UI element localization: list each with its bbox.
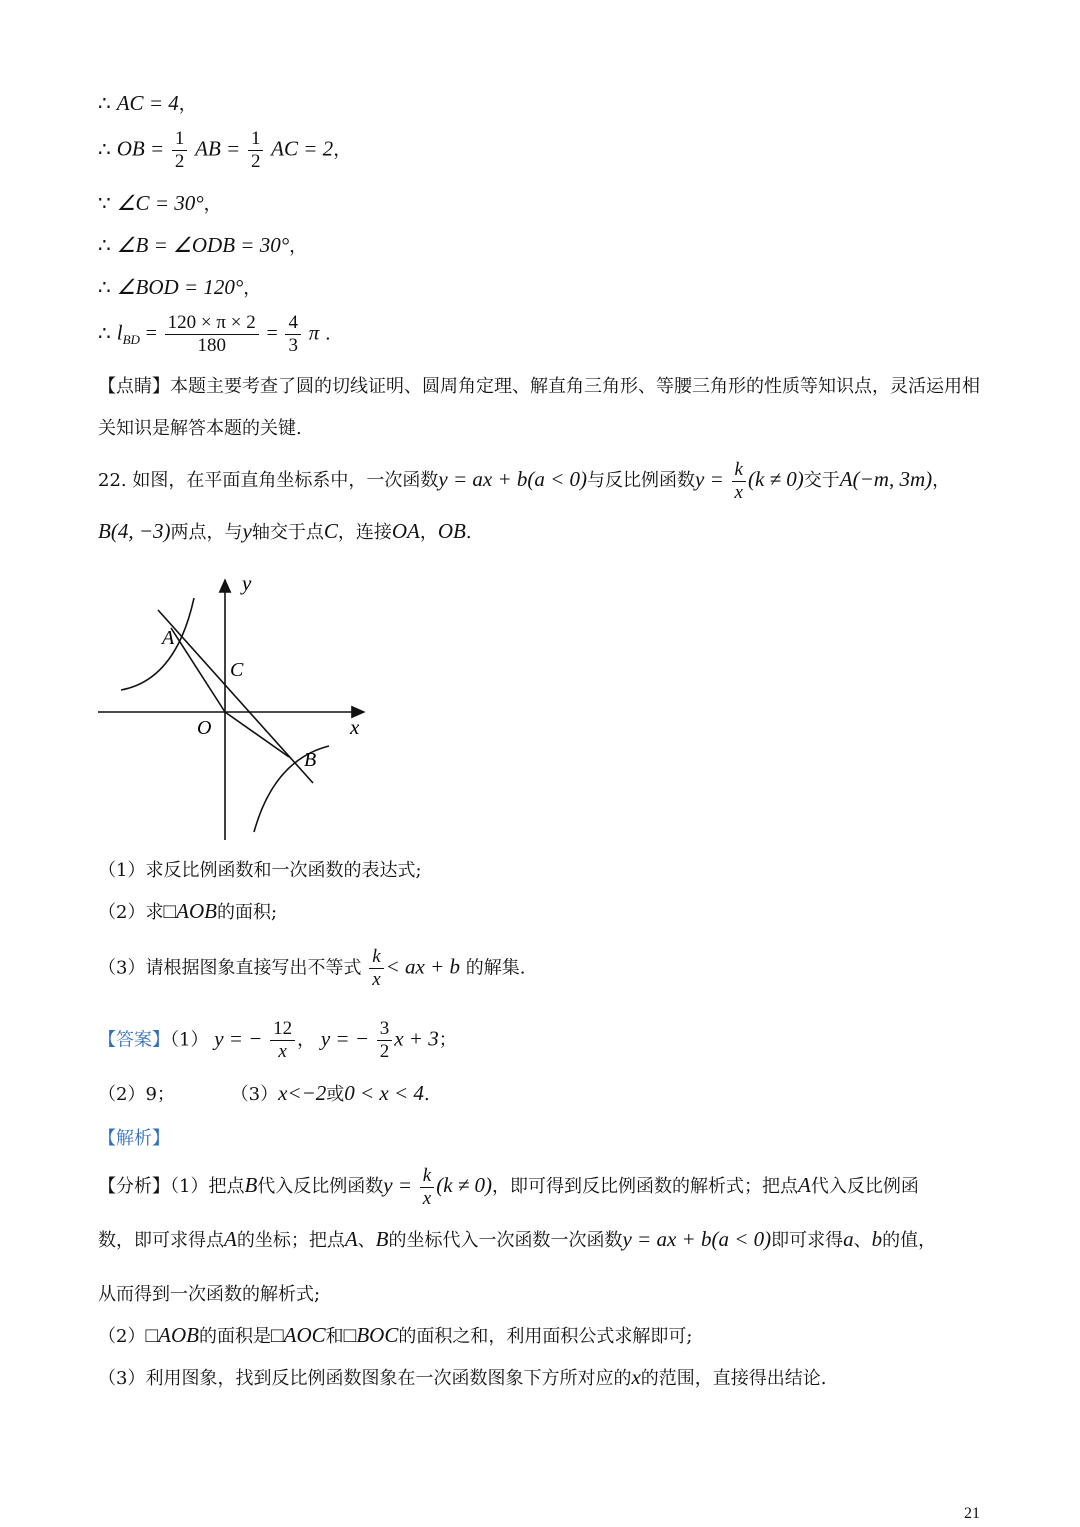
x-label: x (350, 715, 360, 739)
text: ，即可得到反比例函数的解析式；把点 (492, 1176, 799, 1197)
text: 代入反比例函 (810, 1176, 919, 1197)
numerator: 3 (377, 1018, 393, 1041)
text: （3）请根据图象直接写出不等式 (98, 957, 362, 979)
var: b (871, 1227, 883, 1251)
var: A (344, 1227, 358, 1251)
answer-line-1 (98, 1018, 457, 1063)
punct: ， (932, 470, 951, 491)
because-symbol: ∵ (98, 191, 111, 215)
fenxi-line-3: 从而得到一次函数的解析式; (98, 1284, 321, 1305)
fenxi-tag: 【分析】 (98, 1176, 170, 1197)
fraction (377, 1018, 393, 1063)
punct: ， (297, 1029, 316, 1051)
text: 的面积; (216, 902, 278, 923)
segment-ob-line (225, 712, 289, 757)
text: 的面积之和，利用面积公式求解即可; (398, 1326, 693, 1347)
text: （3）利用图象，找到反比例函数图象在一次函数图象下方所对应的 (98, 1368, 632, 1389)
denominator: 180 (197, 335, 226, 356)
punct: . (324, 323, 331, 345)
equation: ∠C = 30° (116, 191, 204, 215)
answer-tag: 【答案】 (98, 1029, 170, 1051)
dianjing-paragraph: 【点睛】本题主要考查了圆的切线证明、圆周角定理、解直角三角形、等腰三角形的性质等知识点，灵活运用相关知识是解答本题的关键. (98, 376, 980, 439)
fenxi-line-2 (98, 1226, 936, 1252)
segment-oa-line (171, 628, 225, 712)
fraction (165, 312, 259, 357)
text: 或 (326, 1084, 345, 1105)
triangle: □AOB (163, 899, 217, 923)
var: B (244, 1173, 258, 1197)
text: 两点，与 (170, 522, 243, 543)
fraction (248, 128, 264, 173)
var: a (843, 1227, 854, 1251)
equation: ∠BOD = 120° (116, 275, 244, 299)
denominator: x (422, 1187, 432, 1209)
text: ，连接 (337, 522, 392, 543)
answer-3b: 0 < x < 4 (344, 1081, 424, 1105)
step-line-5 (98, 274, 261, 300)
text: 的范围，直接得出结论. (640, 1368, 827, 1389)
label-o: O (197, 717, 212, 739)
point-a: A(−m, 3m) (839, 467, 933, 491)
punct: ， (333, 139, 352, 161)
denominator: x (734, 481, 743, 503)
function-graph (96, 570, 381, 845)
text: 和 (325, 1326, 344, 1347)
condition: (k ≠ 0) (436, 1173, 493, 1197)
condition: (a < 0) (527, 467, 588, 491)
hyperbola-branch-upper (121, 598, 194, 690)
problem-line-2 (98, 518, 472, 544)
arc-length-symbol: l (116, 320, 123, 345)
text: （3） (230, 1084, 279, 1105)
triangle: □BOC (343, 1323, 399, 1347)
inequality: < ax + b (385, 954, 461, 979)
equation: AC = 4 (116, 91, 179, 115)
page-number: 21 (964, 1505, 980, 1522)
therefore-symbol: ∴ (98, 275, 111, 299)
text: （1） (170, 1029, 209, 1051)
var: A (798, 1173, 811, 1197)
fraction (270, 1018, 295, 1063)
var: A (224, 1227, 237, 1251)
triangle: □AOB (145, 1323, 199, 1347)
denominator: x (372, 969, 381, 990)
triangle: □AOC (270, 1323, 326, 1347)
text: （2）求 (98, 902, 164, 923)
label-c: C (230, 659, 244, 681)
segment-oa: OA (391, 519, 420, 543)
fraction (285, 312, 301, 357)
therefore-symbol: ∴ (98, 233, 111, 257)
numerator: 1 (248, 128, 264, 151)
denominator: 2 (174, 151, 185, 172)
problem-number: 22. (98, 470, 127, 491)
answer-2: （2）9； (98, 1084, 175, 1105)
text: 如图，在平面直角坐标系中，一次函数 (132, 470, 439, 491)
jiexi-tag: 【解析】 (98, 1128, 170, 1149)
answer-inverse: y = − (214, 1026, 263, 1051)
question-2 (98, 898, 277, 924)
punct: . (423, 1084, 430, 1105)
numerator: k (369, 946, 383, 969)
text: （1）把点 (170, 1176, 245, 1197)
c-var: C (323, 519, 338, 543)
var: B (375, 1227, 389, 1251)
answer-linear-rest: x + 3 (394, 1026, 439, 1051)
text: 与反比例函数 (587, 470, 696, 491)
arc-subscript: BD (122, 332, 140, 348)
therefore-symbol: ∴ (98, 320, 111, 345)
question-3 (98, 946, 526, 991)
punct: 、 (853, 1230, 872, 1251)
equation-part: AC = 2 (271, 136, 334, 161)
problem-line-1 (98, 456, 950, 504)
text: 的坐标代入一次函数一次函数 (388, 1230, 623, 1251)
label-b: B (304, 749, 317, 771)
equation-part: AB = (195, 136, 241, 161)
function: y = (383, 1173, 413, 1197)
punct: ， (289, 236, 308, 257)
fenxi-line-1 (98, 1162, 919, 1210)
linear-function: y = ax + b (438, 467, 528, 491)
step-line-3 (98, 190, 222, 216)
function: y = ax + b (622, 1227, 712, 1251)
linear-line (158, 610, 313, 783)
numerator: 4 (285, 312, 301, 335)
fraction (420, 1165, 434, 1210)
answer-3a: x<−2 (278, 1081, 327, 1105)
denominator: x (278, 1041, 287, 1062)
text: 的值， (882, 1230, 937, 1251)
therefore-symbol: ∴ (98, 136, 111, 161)
therefore-symbol: ∴ (98, 91, 111, 115)
analysis-3 (98, 1364, 827, 1390)
numerator: k (732, 459, 746, 482)
text: 的解集. (465, 957, 526, 979)
text: 的面积是 (198, 1326, 271, 1347)
numerator: 12 (270, 1018, 295, 1041)
numerator: 120 × π × 2 (165, 312, 259, 335)
step-line-2 (98, 128, 351, 173)
numerator: 1 (172, 128, 188, 151)
punct: ， (419, 522, 438, 543)
answer-line-2 (98, 1080, 430, 1106)
var: x (631, 1365, 641, 1389)
fraction (732, 459, 746, 504)
pi: π (308, 320, 320, 345)
punct: ； (438, 1029, 457, 1051)
condition: (a < 0) (711, 1227, 772, 1251)
equals: = (145, 322, 157, 345)
fraction (172, 128, 188, 173)
text: 即可求得 (771, 1230, 844, 1251)
label-a: A (162, 627, 175, 649)
segment-ob: OB (437, 519, 466, 543)
step-line-1 (98, 90, 197, 116)
text: 的坐标；把点 (236, 1230, 345, 1251)
punct: ， (178, 94, 197, 115)
inverse-function: y = (695, 467, 724, 491)
equation: ∠B = ∠ODB = 30° (116, 233, 290, 257)
numerator: k (420, 1165, 434, 1188)
punct: ， (243, 278, 262, 299)
step-line-4 (98, 232, 307, 258)
equation-part: OB = (116, 136, 165, 161)
fraction (369, 946, 383, 991)
step-line-6 (98, 312, 331, 357)
answer-linear: y = − (320, 1026, 369, 1051)
text: 数，即可求得点 (98, 1230, 224, 1251)
analysis-2 (98, 1322, 692, 1348)
y-label: y (242, 571, 252, 595)
denominator: 2 (379, 1041, 390, 1062)
punct: . (465, 522, 472, 543)
y-var: y (242, 519, 252, 543)
question-1: （1）求反比例函数和一次函数的表达式; (98, 860, 422, 881)
denominator: 3 (288, 335, 298, 356)
punct: 、 (357, 1230, 376, 1251)
text: （2） (98, 1326, 146, 1347)
punct: ， (203, 194, 222, 215)
text: 交于 (803, 470, 840, 491)
text: 轴交于点 (251, 522, 324, 543)
text: 代入反比例函数 (257, 1176, 384, 1197)
denominator: 2 (250, 151, 261, 172)
equals: = (266, 322, 278, 345)
condition: (k ≠ 0) (747, 467, 804, 491)
point-b: B(4, −3) (98, 519, 171, 543)
